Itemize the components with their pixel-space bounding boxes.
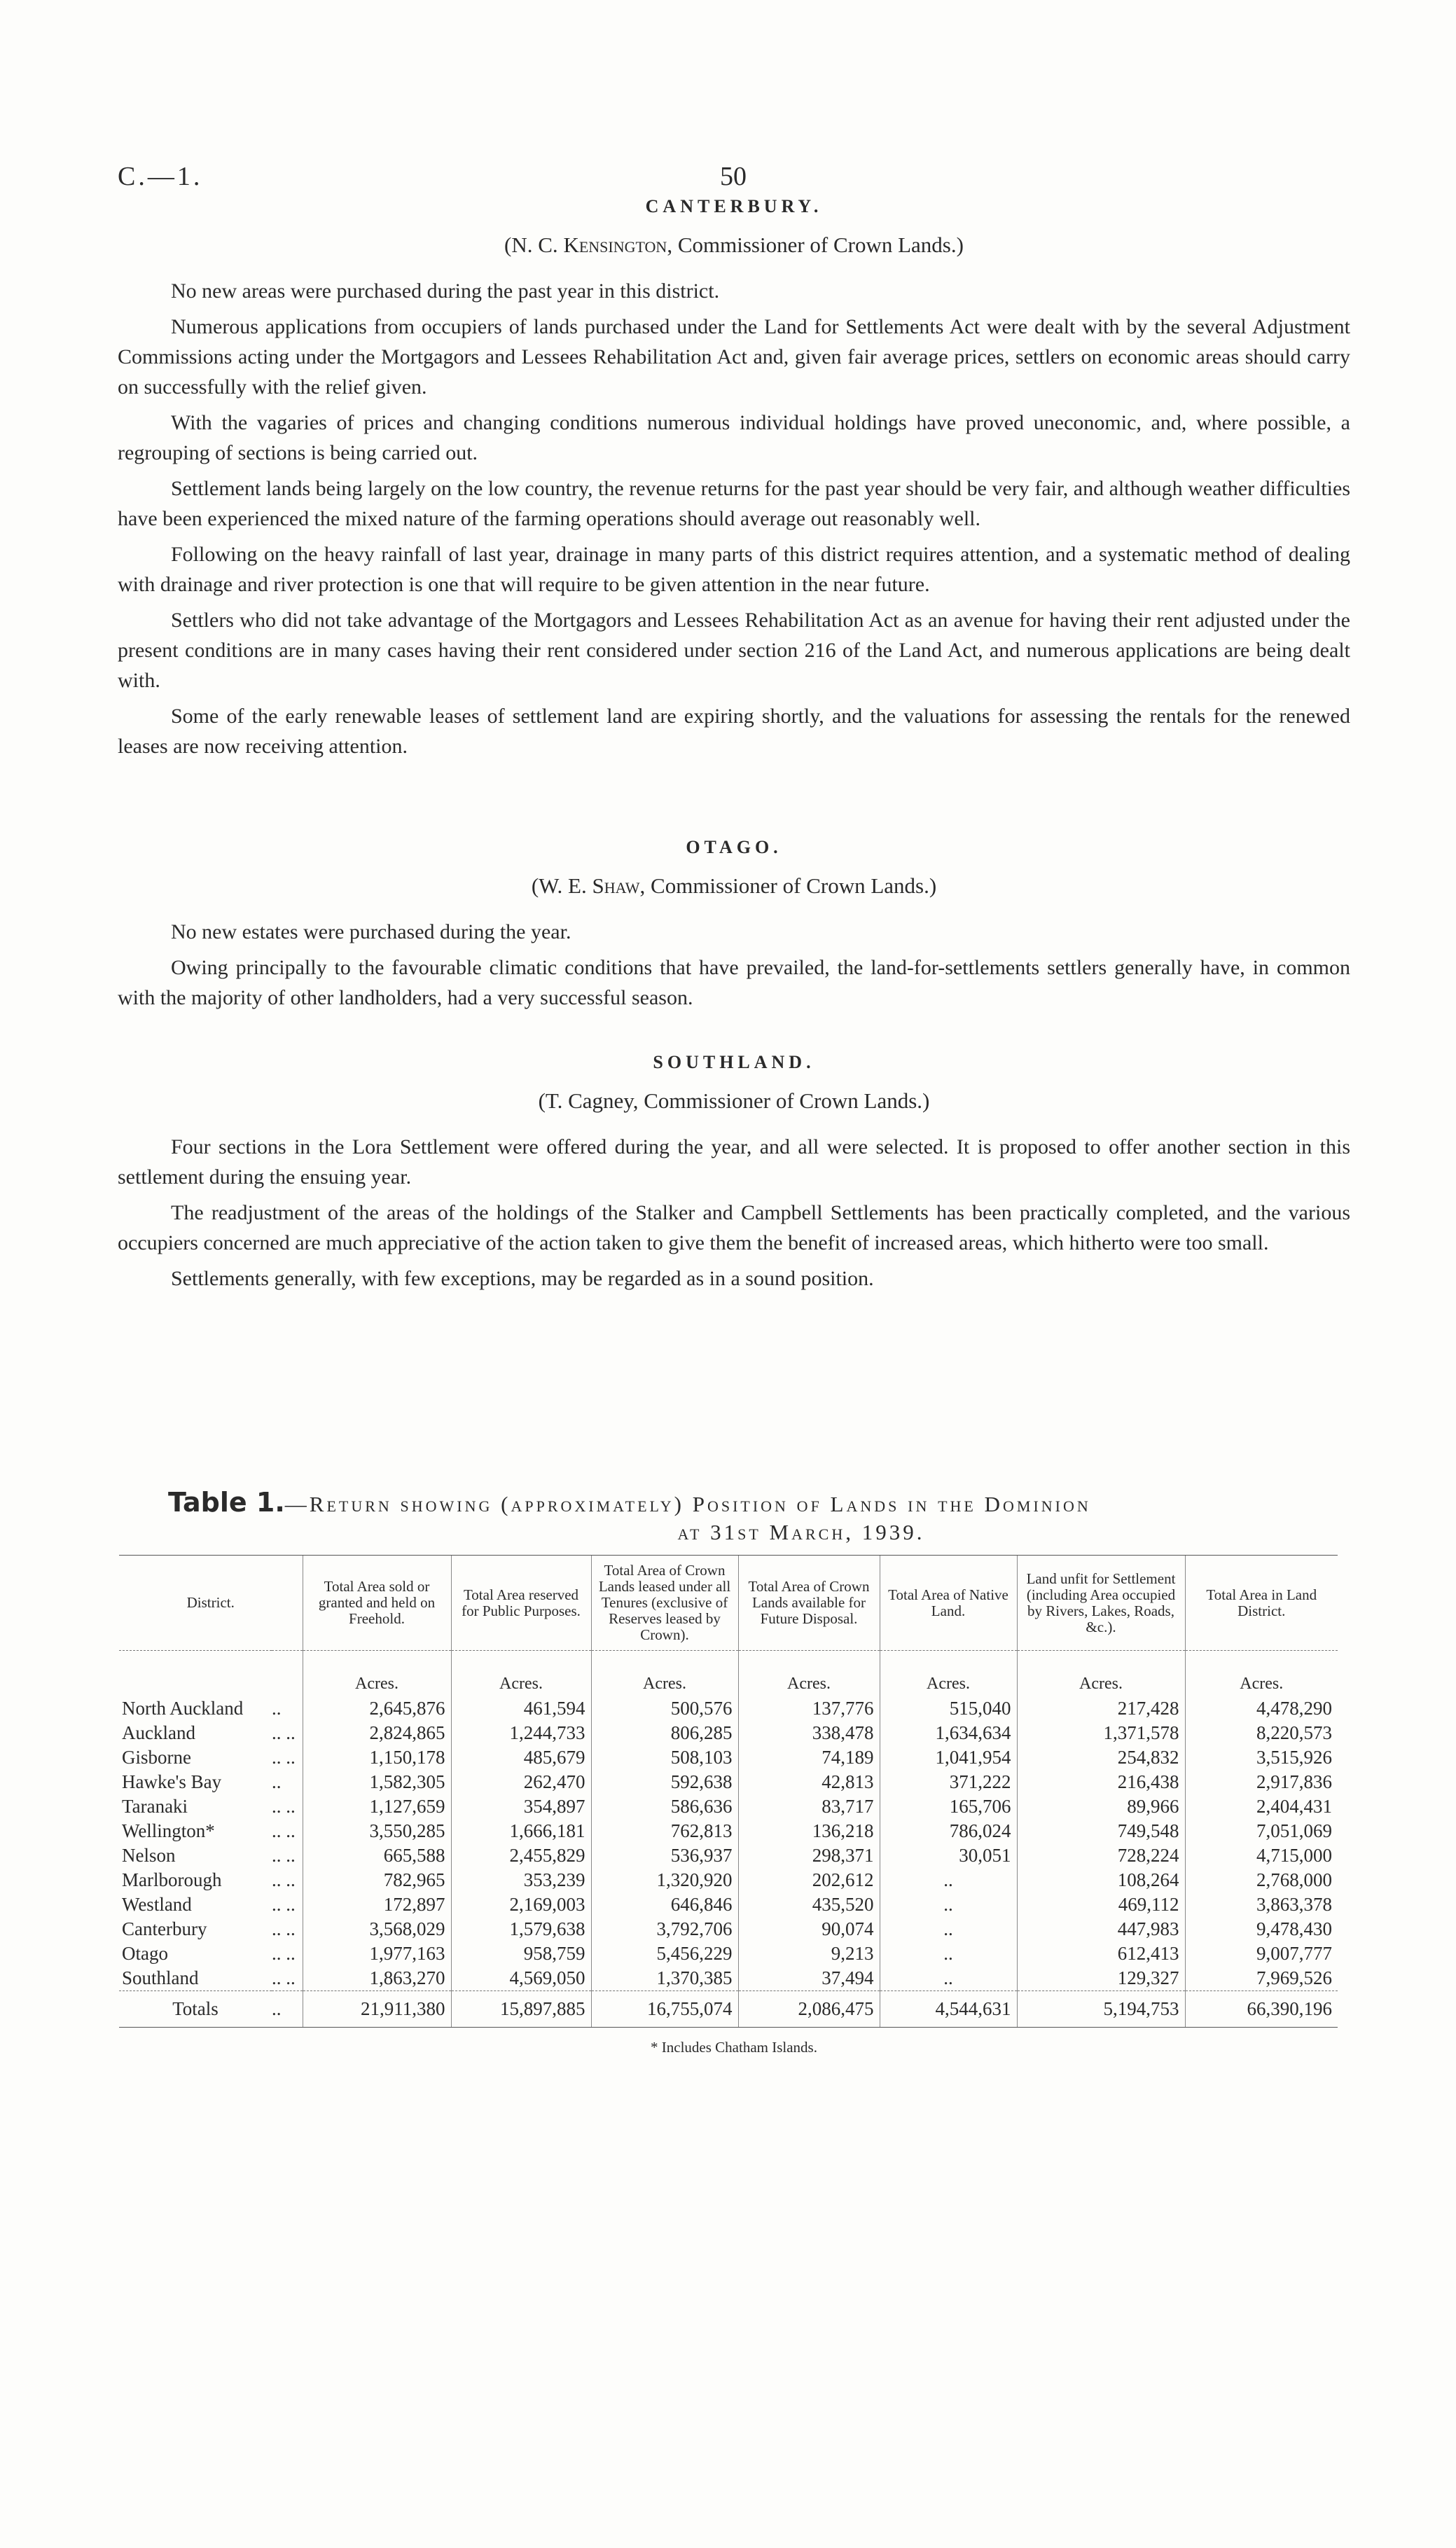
table-header-row (119, 1556, 1338, 1651)
table-cell: 515,040 (880, 1696, 1017, 1721)
paragraph: With the vagaries of prices and changing conditions numerous individual holdings have proved uneconomic, and, where possible, a regrouping of sections is being carried out. (118, 411, 1350, 464)
canterbury-title: CANTERBURY. (645, 196, 823, 216)
canterbury-commissioner: (N. C. Kensington, Commissioner of Crown Lands.) (504, 233, 964, 257)
unit-label: Acres. (1185, 1651, 1338, 1697)
table-cell: 3,568,029 (303, 1917, 451, 1941)
table-cell: 1,634,634 (880, 1721, 1017, 1745)
unit-label: Acres. (303, 1651, 451, 1697)
column-header: Total Area of Crown Lands available for Future Disposal. (738, 1556, 880, 1651)
table-cell: 202,612 (738, 1868, 880, 1892)
paragraph: No new estates were purchased during the year. (171, 920, 571, 943)
table-cell: 4,569,050 (451, 1966, 591, 1991)
table-cell: 354,897 (451, 1794, 591, 1819)
paragraph: Four sections in the Lora Settlement were offered during the year, and all were selected. It is proposed to offer another section in this settlement during the ensuing year. (118, 1135, 1350, 1189)
page-header (118, 140, 1350, 196)
southland-section (118, 1052, 1350, 1294)
unit-label: Acres. (591, 1651, 738, 1697)
table-cell: 4,715,000 (1185, 1843, 1338, 1868)
unit-label: Acres. (880, 1651, 1017, 1697)
table-cell: 3,515,926 (1185, 1745, 1338, 1770)
otago-section (118, 837, 1350, 1013)
table-cell: 2,645,876 (303, 1696, 451, 1721)
paragraph: Numerous applications from occupiers of lands purchased under the Land for Settlements Act were dealt with by the several Adjustment Commissions acting under the Mortgagors and Lessees Rehabilitation Act and, given fair average prices, settlers on economic areas should carry on successfully with the relief given. (118, 315, 1350, 399)
table-cell: 2,824,865 (303, 1721, 451, 1745)
table-row (119, 1843, 1338, 1868)
document-reference: C.—1. (118, 162, 203, 191)
table-row (119, 1794, 1338, 1819)
table-cell: 371,222 (880, 1770, 1017, 1794)
district-name: Hawke's Bay (122, 1771, 222, 1792)
paragraph: The readjustment of the areas of the holdings of the Stalker and Campbell Settlements has been practically completed, and the various occupiers concerned are much appreciative of the action taken to give them the benefit of increased areas, which hitherto were too small. (118, 1201, 1350, 1254)
dots: .. .. (272, 1967, 296, 1988)
table-footnote: * Includes Chatham Islands. (651, 2039, 817, 2056)
table-cell: 42,813 (738, 1770, 880, 1794)
table-cell: 536,937 (591, 1843, 738, 1868)
table-caption-line2: at 31st March, 1939. (677, 1520, 925, 1544)
paragraph: Owing principally to the favourable climatic conditions that have prevailed, the land-for-settlements settlers generally have, in common with the majority of other landholders, had a very successful season. (118, 956, 1350, 1009)
total-cell: 21,911,380 (303, 1991, 451, 2028)
column-header: Land unfit for Settlement (including Area occupied by Rivers, Lakes, Roads, &c.). (1017, 1556, 1185, 1651)
paragraph: Settlement lands being largely on the low country, the revenue returns for the past year should be very fair, and although weather difficulties have been experienced the mixed nature of the farming operations should average out reasonably well. (118, 477, 1350, 530)
district-name: Wellington* (122, 1820, 215, 1841)
totals-label: Totals (119, 1991, 272, 2028)
table-cell: 254,832 (1017, 1745, 1185, 1770)
table-cell: 461,594 (451, 1696, 591, 1721)
dots: .. .. (272, 1869, 296, 1890)
table-cell: 74,189 (738, 1745, 880, 1770)
paragraph: Settlers who did not take advantage of the Mortgagors and Lessees Rehabilitation Act as an avenue for having their rent adjusted under the present conditions are in many cases having their rent considered under section 216 of the Land Act, and numerous applications are being dealt with. (118, 609, 1350, 692)
unit-label: Acres. (451, 1651, 591, 1697)
table-cell: 665,588 (303, 1843, 451, 1868)
table-cell: 217,428 (1017, 1696, 1185, 1721)
district-name: Southland (122, 1967, 199, 1988)
table-cell: 2,169,003 (451, 1892, 591, 1917)
table-cell: 3,792,706 (591, 1917, 738, 1941)
table-row (119, 1941, 1338, 1966)
table-number: Table 1. (168, 1487, 285, 1518)
table-cell: 37,494 (738, 1966, 880, 1991)
table-cell: 592,638 (591, 1770, 738, 1794)
table-cell: 447,983 (1017, 1917, 1185, 1941)
total-cell: 5,194,753 (1017, 1991, 1185, 2028)
table-cell: 262,470 (451, 1770, 591, 1794)
column-header: Total Area of Crown Lands leased under all Tenures (exclusive of Reserves leased by Crown). (591, 1556, 738, 1651)
table-cell: 2,768,000 (1185, 1868, 1338, 1892)
table-cell: 958,759 (451, 1941, 591, 1966)
district-name: Gisborne (122, 1747, 191, 1768)
table-cell: 3,863,378 (1185, 1892, 1338, 1917)
otago-title: OTAGO. (686, 837, 782, 857)
table-cell: 165,706 (880, 1794, 1017, 1819)
table-cell: 7,051,069 (1185, 1819, 1338, 1843)
table-cell: .. (880, 1966, 1017, 1991)
district-name: Nelson (122, 1845, 176, 1866)
table-cell: 30,051 (880, 1843, 1017, 1868)
table-cell: 508,103 (591, 1745, 738, 1770)
district-name: North Auckland (122, 1698, 244, 1719)
dots: .. .. (272, 1722, 296, 1743)
table-cell: 7,969,526 (1185, 1966, 1338, 1991)
table-cell: 1,320,920 (591, 1868, 738, 1892)
dots: .. .. (272, 1918, 296, 1939)
table-cell: .. (880, 1892, 1017, 1917)
table-cell: 90,074 (738, 1917, 880, 1941)
dots: .. .. (272, 1747, 296, 1768)
table-cell: 1,579,638 (451, 1917, 591, 1941)
district-name: Canterbury (122, 1918, 207, 1939)
table-cell: 485,679 (451, 1745, 591, 1770)
district-name: Westland (122, 1894, 192, 1915)
table-row (119, 1819, 1338, 1843)
table-cell: 786,024 (880, 1819, 1017, 1843)
table-cell: 2,404,431 (1185, 1794, 1338, 1819)
units-row (119, 1651, 1338, 1697)
table-cell: 298,371 (738, 1843, 880, 1868)
total-cell: 4,544,631 (880, 1991, 1017, 2028)
unit-label: Acres. (738, 1651, 880, 1697)
table-cell: 2,917,836 (1185, 1770, 1338, 1794)
table-cell: 89,966 (1017, 1794, 1185, 1819)
table-cell: 435,520 (738, 1892, 880, 1917)
southland-title: SOUTHLAND. (653, 1052, 815, 1072)
table-row (119, 1721, 1338, 1745)
table-cell: 1,127,659 (303, 1794, 451, 1819)
table-cell: 806,285 (591, 1721, 738, 1745)
table-cell: 108,264 (1017, 1868, 1185, 1892)
table-cell: 9,213 (738, 1941, 880, 1966)
table-caption (168, 1488, 1350, 1546)
total-cell: 66,390,196 (1185, 1991, 1338, 2028)
table-cell: 9,478,430 (1185, 1917, 1338, 1941)
page-number: 50 (720, 162, 747, 191)
district-name: Auckland (122, 1722, 195, 1743)
dots: .. .. (272, 1820, 296, 1841)
dots: .. .. (272, 1943, 296, 1964)
table-row (119, 1892, 1338, 1917)
dots: .. .. (272, 1796, 296, 1817)
table-cell: 5,456,229 (591, 1941, 738, 1966)
table-cell: 353,239 (451, 1868, 591, 1892)
total-cell: 15,897,885 (451, 1991, 591, 2028)
table-row (119, 1745, 1338, 1770)
table-cell: .. (880, 1941, 1017, 1966)
table-cell: 83,717 (738, 1794, 880, 1819)
paragraph: Some of the early renewable leases of settlement land are expiring shortly, and the valuations for assessing the rentals for the renewed leases are now receiving attention. (118, 705, 1350, 758)
dots: .. (272, 1771, 282, 1792)
southland-commissioner: (T. Cagney, Commissioner of Crown Lands.) (538, 1088, 930, 1113)
table-cell: 782,965 (303, 1868, 451, 1892)
table-cell: 1,371,578 (1017, 1721, 1185, 1745)
table-cell: 216,438 (1017, 1770, 1185, 1794)
otago-commissioner: (W. E. Shaw, Commissioner of Crown Lands.) (531, 873, 937, 898)
table-cell: 8,220,573 (1185, 1721, 1338, 1745)
table-cell: 500,576 (591, 1696, 738, 1721)
table-row (119, 1868, 1338, 1892)
table-cell: .. (880, 1917, 1017, 1941)
table-cell: 586,636 (591, 1794, 738, 1819)
table-cell: 1,150,178 (303, 1745, 451, 1770)
table-cell: 136,218 (738, 1819, 880, 1843)
table-caption-line1: —Return showing (approximately) Position of Lands in the Dominion (284, 1492, 1091, 1516)
dots: .. .. (272, 1845, 296, 1866)
totals-row (119, 1991, 1338, 2028)
table-cell: 4,478,290 (1185, 1696, 1338, 1721)
table-cell: 646,846 (591, 1892, 738, 1917)
table-cell: 2,455,829 (451, 1843, 591, 1868)
column-header: Total Area of Native Land. (880, 1556, 1017, 1651)
district-name: Otago (122, 1943, 168, 1964)
column-header: Total Area reserved for Public Purposes. (451, 1556, 591, 1651)
paragraph: Following on the heavy rainfall of last year, drainage in many parts of this district requires attention, and a systematic method of dealing with drainage and river protection is one that will require to be given attention in the near future. (118, 543, 1350, 596)
table-cell: 137,776 (738, 1696, 880, 1721)
column-header: Total Area sold or granted and held on Freehold. (303, 1556, 451, 1651)
dots: .. .. (272, 1894, 296, 1915)
table-section (118, 1488, 1350, 2056)
table-cell: 728,224 (1017, 1843, 1185, 1868)
table-cell: 1,370,385 (591, 1966, 738, 1991)
page (118, 140, 1350, 2056)
canterbury-section (118, 196, 1350, 761)
table-cell: .. (880, 1868, 1017, 1892)
table-cell: 9,007,777 (1185, 1941, 1338, 1966)
table-cell: 749,548 (1017, 1819, 1185, 1843)
table-cell: 1,582,305 (303, 1770, 451, 1794)
table-cell: 612,413 (1017, 1941, 1185, 1966)
table-cell: 1,244,733 (451, 1721, 591, 1745)
table-cell: 469,112 (1017, 1892, 1185, 1917)
total-cell: 16,755,074 (591, 1991, 738, 2028)
lands-table (119, 1555, 1338, 2028)
table-cell: 1,666,181 (451, 1819, 591, 1843)
unit-label: Acres. (1017, 1651, 1185, 1697)
table-cell: 1,977,163 (303, 1941, 451, 1966)
table-cell: 129,327 (1017, 1966, 1185, 1991)
table-cell: 762,813 (591, 1819, 738, 1843)
column-header: Total Area in Land District. (1185, 1556, 1338, 1651)
table-cell: 3,550,285 (303, 1819, 451, 1843)
total-cell: 2,086,475 (738, 1991, 880, 2028)
paragraph: Settlements generally, with few exceptions, may be regarded as in a sound position. (171, 1267, 874, 1290)
table-row (119, 1966, 1338, 1991)
table-cell: 338,478 (738, 1721, 880, 1745)
paragraph: No new areas were purchased during the past year in this district. (171, 279, 720, 303)
district-name: Taranaki (122, 1796, 188, 1817)
table-cell: 1,863,270 (303, 1966, 451, 1991)
table-row (119, 1770, 1338, 1794)
dots: .. (272, 1698, 282, 1719)
table-cell: 172,897 (303, 1892, 451, 1917)
table-cell: 1,041,954 (880, 1745, 1017, 1770)
dots: .. (272, 1991, 303, 2028)
column-header: District. (119, 1556, 303, 1651)
district-name: Marlborough (122, 1869, 222, 1890)
table-row (119, 1696, 1338, 1721)
table-row (119, 1917, 1338, 1941)
